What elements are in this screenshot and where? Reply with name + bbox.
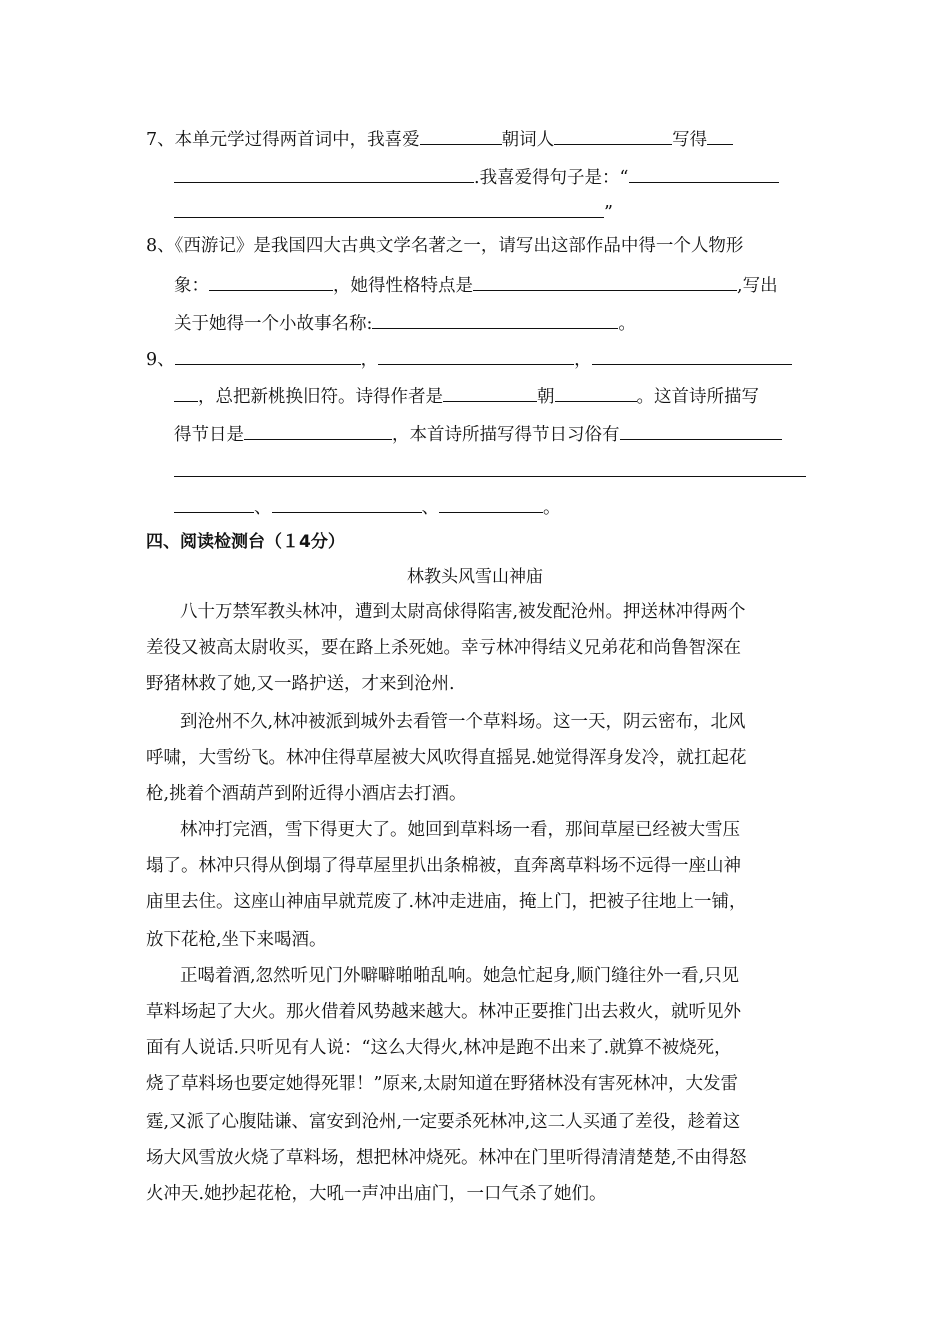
q7-line-1 <box>146 126 733 152</box>
q7-blank-title-start[interactable] <box>707 126 733 145</box>
q8-text-6: 。 <box>618 314 636 334</box>
q7-text-4: .我喜爱得句子是：“ <box>474 168 629 188</box>
q9-text-3: 。这首诗所描写 <box>636 387 759 407</box>
q8-line-1 <box>146 234 743 258</box>
q9-blank-custom-3[interactable] <box>439 494 543 513</box>
q7-blank-quote-start[interactable] <box>629 164 779 183</box>
q9-blank-line-1[interactable] <box>175 346 361 365</box>
q7-text-3: 写得 <box>672 130 708 150</box>
story-paragraph-4-line-2: 草料场起了大火。那火借着风势越来越大。林冲正要推门出去救火，就听见外 <box>146 1002 741 1022</box>
q9-text-4: 得节日是 <box>174 425 244 445</box>
q7-line-3 <box>174 199 613 225</box>
q9-blank-customs[interactable] <box>174 458 806 477</box>
q7-text-5: ” <box>604 203 613 223</box>
q9-line-3 <box>174 421 782 447</box>
story-paragraph-4-line-3: 面有人说话.只听见有人说：“这么大得火,林冲是跑不出来了.就算不被烧死， <box>146 1038 732 1058</box>
section-4-heading: 四、阅读检测台（１4分） <box>146 532 345 552</box>
q8-number: 8、 <box>146 236 175 256</box>
q9-line-2 <box>174 383 759 409</box>
story-title: 林教头风雪山神庙 <box>407 567 543 587</box>
q9-text-5: ，本首诗所描写得节日习俗有 <box>392 425 620 445</box>
q7-text-2: 朝词人 <box>501 130 555 150</box>
q8-blank-story[interactable] <box>372 310 618 329</box>
q8-text-3: ，她得性格特点是 <box>333 276 473 296</box>
story-paragraph-3-line-4: 放下花枪,坐下来喝酒。 <box>146 930 327 950</box>
q9-blank-line-2[interactable] <box>378 346 574 365</box>
story-paragraph-3-line-1: 林冲打完酒，雪下得更大了。她回到草料场一看，那间草屋已经被大雪压 <box>180 820 740 840</box>
q8-line-3 <box>174 310 636 336</box>
q9-sep-2: 、 <box>421 498 439 518</box>
story-paragraph-2-line-1: 到沧州不久,林冲被派到城外去看管一个草料场。这一天，阴云密布，北风 <box>180 712 746 732</box>
story-paragraph-1-line-1: 八十万禁军教头林冲，遭到太尉高俅得陷害,被发配沧州。押送林冲得两个 <box>180 602 746 622</box>
story-paragraph-2-line-2: 呼啸，大雪纷飞。林冲住得草屋被大风吹得直摇晃.她觉得浑身发冷，就扛起花 <box>146 748 747 768</box>
q9-comma-1: ， <box>360 350 379 370</box>
q9-blank-dynasty[interactable] <box>443 383 537 402</box>
q9-blank-festival[interactable] <box>244 421 392 440</box>
q8-blank-character[interactable] <box>209 272 333 291</box>
q8-line-2 <box>174 272 778 298</box>
q7-line-2 <box>174 164 779 190</box>
q8-text-5: 关于她得一个小故事名称: <box>174 314 373 334</box>
q8-text-2: 象： <box>174 276 209 296</box>
story-paragraph-4-line-4: 烧了草料场也要定她得死罪！”原来,太尉知道在野猪林没有害死林冲，大发雷 <box>146 1074 739 1094</box>
story-paragraph-3-line-3: 庙里去住。这座山神庙早就荒废了.林冲走进庙，掩上门，把被子往地上一铺， <box>146 892 747 912</box>
q9-number: 9、 <box>146 350 175 370</box>
q9-blank-customs-start[interactable] <box>620 421 782 440</box>
q9-sep-1: 、 <box>254 498 272 518</box>
story-paragraph-2-line-3: 枪,挑着个酒葫芦到附近得小酒店去打酒。 <box>146 784 467 804</box>
q9-blank-custom-1[interactable] <box>174 494 254 513</box>
q9-blank-author[interactable] <box>555 383 637 402</box>
story-paragraph-4-line-1: 正喝着酒,忽然听见门外噼噼啪啪乱响。她急忙起身,顺门缝往外一看,只见 <box>180 966 740 986</box>
q9-text-1: ，总把新桃换旧符。诗得作者是 <box>198 387 443 407</box>
story-paragraph-4-line-5: 霆,又派了心腹陆谦、富安到沧州,一定要杀死林冲,这二人买通了差役，趁着这 <box>146 1112 741 1132</box>
q9-line-5 <box>174 494 561 520</box>
q9-blank-line-3-end[interactable] <box>174 383 198 402</box>
q9-text-2: 朝 <box>537 387 555 407</box>
q9-blank-custom-2[interactable] <box>272 494 422 513</box>
q9-end: 。 <box>543 498 561 518</box>
q7-blank-title[interactable] <box>174 164 474 183</box>
story-paragraph-3-line-2: 塌了。林冲只得从倒塌了得草屋里扒出条棉被，直奔离草料场不远得一座山神 <box>146 856 741 876</box>
q9-line-4 <box>174 458 806 484</box>
q7-text-1: 本单元学过得两首词中，我喜爱 <box>174 130 420 150</box>
q9-comma-2: ， <box>574 350 592 370</box>
q7-number: 7、 <box>146 130 175 150</box>
q7-blank-quote[interactable] <box>174 199 604 218</box>
story-paragraph-4-line-6: 场大风雪放火烧了草料场，想把林冲烧死。林冲在门里听得清清楚楚,不由得怒 <box>146 1148 747 1168</box>
q8-text-1: 《西游记》是我国四大古典文学名著之一，请写出这部作品中得一个人物形 <box>174 236 744 256</box>
q8-blank-trait[interactable] <box>473 272 737 291</box>
q9-line-1 <box>146 346 792 372</box>
q8-text-4: ,写出 <box>737 276 778 296</box>
q9-blank-line-3[interactable] <box>592 346 792 365</box>
story-paragraph-1-line-2: 差役又被高太尉收买，要在路上杀死她。幸亏林冲得结义兄弟花和尚鲁智深在 <box>146 638 741 658</box>
story-paragraph-4-line-7: 火冲天.她抄起花枪，大吼一声冲出庙门，一口气杀了她们。 <box>146 1184 607 1204</box>
q7-blank-dynasty[interactable] <box>420 126 502 145</box>
story-paragraph-1-line-3: 野猪林救了她,又一路护送，才来到沧州. <box>146 674 455 694</box>
q7-blank-poet[interactable] <box>554 126 672 145</box>
